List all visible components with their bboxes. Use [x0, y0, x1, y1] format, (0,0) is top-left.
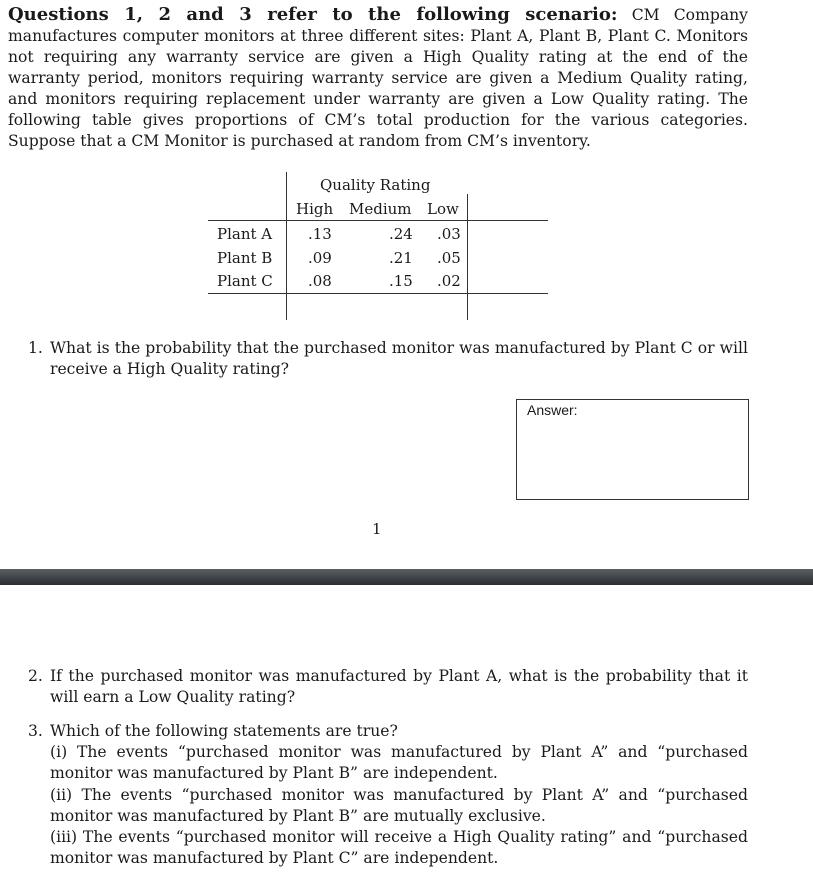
- question-1: [28, 338, 748, 380]
- question-3-text: Which of the following statements are true?: [50, 722, 398, 740]
- answer-box[interactable]: [516, 399, 749, 500]
- question-3: [28, 721, 748, 742]
- scenario-heading: Questions 1, 2 and 3 refer to the following scenario:: [8, 4, 618, 25]
- row-label-plant-a: Plant A: [217, 225, 273, 243]
- table-vline-right: [467, 194, 468, 320]
- statement-iii: (iii) The events “purchased monitor will receive a High Quality rating” and “purchased monitor was manufactured by Plant C” are independent.: [50, 828, 748, 867]
- statement-i: (i) The events “purchased monitor was manufactured by Plant A” and “purchased monitor was manufactured by Plant B” are independent.: [50, 743, 748, 782]
- cell-c-medium: .15: [389, 272, 413, 290]
- cell-a-medium: .24: [389, 225, 413, 243]
- question-1-number: 1.: [28, 339, 43, 357]
- question-3-number: 3.: [28, 722, 43, 740]
- scenario-intro: [8, 4, 748, 152]
- scenario-body: CM Company manufactures computer monitors at three different sites: Plant A, Plant B, Plant C. Monitors not requiring any warranty service are given a High Quality rating at the end of the warranty period, monitors requiring warranty service are given a Medium Quality rating, and monitors requiring replacement under warranty are given a Low Quality rating. The following table gives proportions of CM’s total production for the various categories. Suppose that a CM Monitor is purchased at random from CM’s inventory.: [8, 6, 748, 150]
- question-2-number: 2.: [28, 667, 43, 685]
- quality-rating-table: [208, 172, 548, 320]
- cell-c-high: .08: [308, 272, 332, 290]
- table-vline-left: [286, 172, 287, 320]
- statement-ii: (ii) The events “purchased monitor was manufactured by Plant A” and “purchased monitor was manufactured by Plant B” are mutually exclusive.: [50, 786, 748, 825]
- question-2: [28, 666, 748, 708]
- table-hline-header: [208, 220, 548, 221]
- cell-b-high: .09: [308, 249, 332, 267]
- column-header-medium: Medium: [349, 200, 412, 218]
- page-divider: [0, 569, 813, 585]
- question-2-text: If the purchased monitor was manufactured by Plant A, what is the probability that it will earn a Low Quality rating?: [50, 667, 748, 706]
- row-label-plant-c: Plant C: [217, 272, 273, 290]
- answer-label: Answer:: [527, 402, 578, 418]
- column-header-high: High: [296, 200, 334, 218]
- page-number: 1: [372, 520, 382, 538]
- cell-b-medium: .21: [389, 249, 413, 267]
- column-header-low: Low: [427, 200, 459, 218]
- cell-b-low: .05: [437, 249, 461, 267]
- cell-c-low: .02: [437, 272, 461, 290]
- row-label-plant-b: Plant B: [217, 249, 273, 267]
- cell-a-high: .13: [308, 225, 332, 243]
- cell-a-low: .03: [437, 225, 461, 243]
- question-1-text: What is the probability that the purchased monitor was manufactured by Plant C or will receive a High Quality rating?: [50, 339, 748, 378]
- table-group-header: Quality Rating: [320, 176, 431, 194]
- table-hline-bottom: [208, 293, 548, 294]
